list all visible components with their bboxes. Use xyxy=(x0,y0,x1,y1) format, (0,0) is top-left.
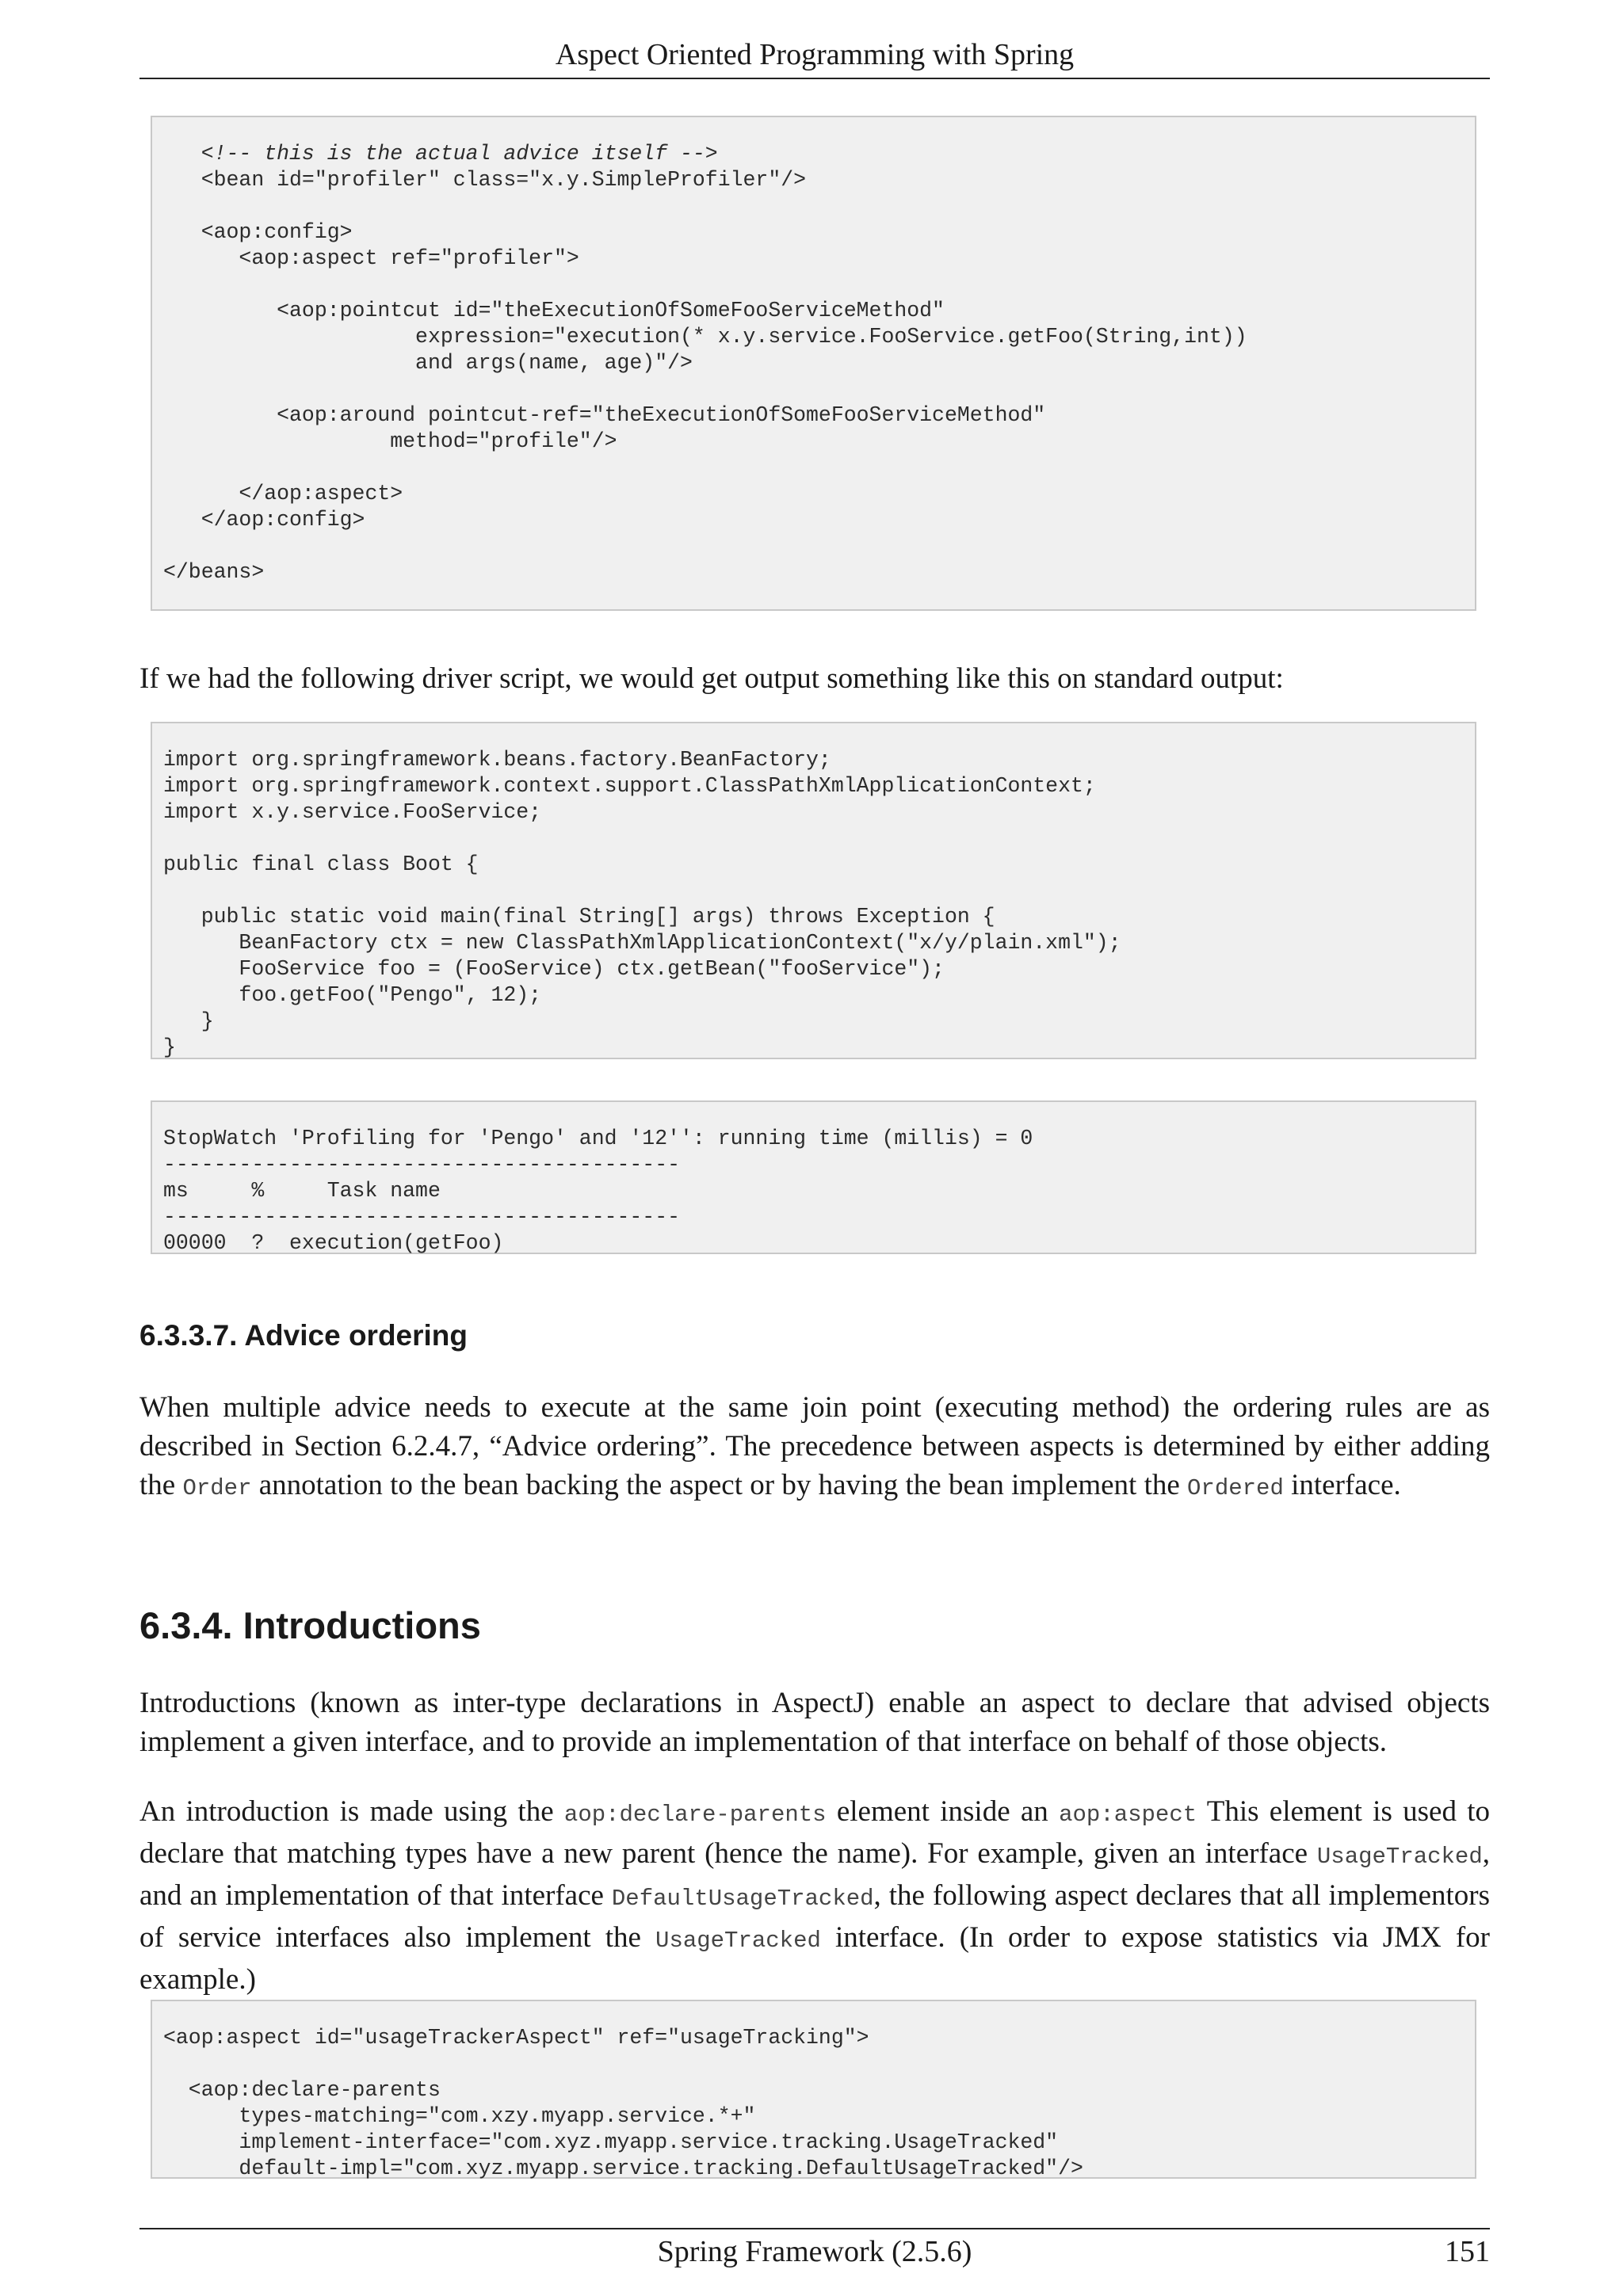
text-run: , the following aspect declares that all implementors of service interfaces also implement the xyxy=(139,1879,1490,1954)
paragraph-introductions-1: Introductions (known as inter-type declarations in AspectJ) enable an aspect to declare that advised objects implement a given interface, and to provide an implementation of that interface on behalf of those objects. xyxy=(139,1687,1490,1758)
paragraph-introductions-2 xyxy=(139,1792,1490,1999)
code-inline-declare-parents: aop:declare-parents xyxy=(563,1802,827,1828)
paragraph-advice-ordering xyxy=(139,1388,1490,1508)
code-body: <bean id="profiler" class="x.y.SimpleProfiler"/> <aop:config> <aop:aspect ref="profiler"> <aop:pointcut id="theExecutionOfSomeFooServiceMethod" expression="execution(* x.y.service.FooService.getFoo(String,int)) and args(name, age)"/> <aop:around pointcut-ref="theExecutionOfSomeFooServiceMethod" method="profile"/> </aop:aspect> </aop:config> </beans> xyxy=(163,168,1247,584)
code-block-stopwatch-output: StopWatch 'Profiling for 'Pengo' and '12'': running time (millis) = 0 ----------------------------------------- ms % Task name ----------------------------------------- 00000 ? execution(getFoo) xyxy=(151,1100,1476,1254)
text-run: interface. (In order to expose statistics via JMX for example.) xyxy=(139,1921,1490,1996)
text-run: This element is used to declare that matching types have a new parent (hence the name). For example, given an interface xyxy=(139,1795,1490,1870)
text-run: annotation to the bean backing the aspect or by having the bean implement the xyxy=(251,1469,1188,1501)
page-header xyxy=(139,32,1490,79)
text-run: , and an implementation of that interface xyxy=(139,1837,1490,1912)
heading-advice-ordering: 6.3.3.7. Advice ordering xyxy=(139,1319,468,1352)
paragraph-driver-script: If we had the following driver script, we would get output something like this on standard output: xyxy=(139,662,1284,695)
footer-title: Spring Framework (2.5.6) xyxy=(657,2235,972,2268)
code-inline-usage-tracked: UsageTracked xyxy=(1316,1844,1483,1870)
text-run: An introduction is made using the xyxy=(139,1795,564,1828)
code-inline-aop-aspect: aop:aspect xyxy=(1059,1802,1197,1828)
code-block-aop-config xyxy=(151,116,1476,611)
code-inline-ordered: Ordered xyxy=(1187,1475,1284,1501)
page-footer xyxy=(139,2228,1490,2274)
page-number: 151 xyxy=(1445,2235,1490,2268)
text-run: interface. xyxy=(1283,1469,1401,1501)
heading-introductions: 6.3.4. Introductions xyxy=(139,1604,481,1646)
text-run: When multiple advice needs to execute at the same join point (executing method) the ordering rules are as described in Section 6.2.4.7, “Advice ordering”. The precedence between aspects is determined by either adding the xyxy=(139,1391,1490,1501)
code-block-boot-class: import org.springframework.beans.factory.BeanFactory; import org.springframework.context.support.ClassPathXmlApplicationContext; import x.y.service.FooService; public final class Boot { public static void main(final String[] args) throws Exception { BeanFactory ctx = new ClassPathXmlApplicationContext("x/y/plain.xml"); FooService foo = (FooService) ctx.getBean("fooService"); foo.getFoo("Pengo", 12); } } xyxy=(151,722,1476,1059)
code-block-usage-tracker-aspect: <aop:aspect id="usageTrackerAspect" ref="usageTracking"> <aop:declare-parents types-matching="com.xzy.myapp.service.*+" implement-interface="com.xyz.myapp.service.tracking.UsageTracked" default-impl="com.xyz.myapp.service.tracking.DefaultUsageTracked"/> xyxy=(151,2000,1476,2179)
code-comment: <!-- this is the actual advice itself --> xyxy=(163,142,718,166)
code-inline-order: Order xyxy=(182,1475,252,1501)
text-run: element inside an xyxy=(826,1795,1060,1828)
header-title: Aspect Oriented Programming with Spring xyxy=(555,38,1075,71)
code-inline-default-usage-tracked: DefaultUsageTracked xyxy=(611,1886,874,1912)
code-inline-usage-tracked-2: UsageTracked xyxy=(655,1928,821,1954)
